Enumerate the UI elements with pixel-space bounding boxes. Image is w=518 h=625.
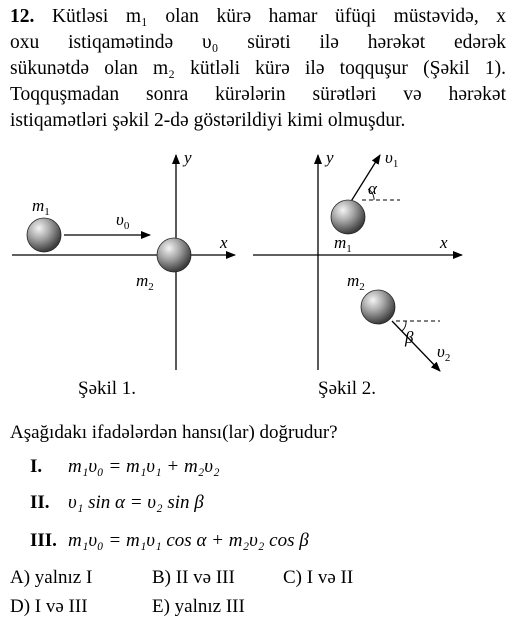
problem-text [10, 4, 506, 134]
problem-number: 12. [10, 6, 35, 27]
fig2-m2-label: $m_2$ [347, 271, 365, 293]
fig2-v2-label: $\upsilon_2$ [437, 342, 451, 364]
option-a[interactable]: A) yalnız I [10, 567, 93, 588]
fig2-ball-m2 [361, 290, 395, 324]
statement-1: I. m₁υ₀ = m₁υ₁ + m₂υ₂ [30, 456, 220, 477]
statement-2-formula: υ₁ sin α = υ₂ sin β [68, 492, 204, 513]
fig1-m2-label: $m_2$ [136, 271, 154, 293]
fig2-y-label: y [326, 148, 334, 167]
figure-2-caption: Şəkil 2. [318, 378, 377, 399]
problem-line-3: sükunətdə olan m₂ kütləli kürə ilə toqquşur (Şəkil 1). [10, 58, 506, 79]
option-b[interactable]: B) II və III [152, 567, 235, 588]
fig2-alpha-label: α [368, 179, 377, 198]
figure-1 [12, 148, 235, 370]
fig1-y-label: y [184, 148, 192, 167]
fig2-m1-label: $m_1$ [334, 233, 352, 255]
problem-line-2: oxu istiqamətində υ₀ sürəti ilə hərəkət edərək [10, 32, 506, 53]
statement-2: II. υ₁ sin α = υ₂ sin β [30, 492, 204, 513]
question-text: Aşağıdakı ifadələrdən hansı(lar) doğrudur? [10, 422, 338, 443]
fig1-m1-label: $m_1$ [32, 196, 50, 218]
option-d[interactable]: D) I və III [10, 596, 88, 617]
fig1-ball-m2 [157, 238, 191, 272]
problem-line-4: Toqquşmadan sonra kürələrin sürətləri və hərəkət [10, 84, 506, 105]
collision-figures [0, 145, 518, 375]
fig2-beta-label: β [405, 328, 414, 347]
option-e[interactable]: E) yalnız III [152, 596, 245, 617]
fig1-x-label: x [220, 233, 228, 252]
fig1-v0-label: $\upsilon_0$ [116, 210, 130, 232]
fig2-x-label: x [440, 233, 448, 252]
fig2-v2-arrow [392, 321, 440, 371]
fig2-v1-label: $\upsilon_1$ [385, 148, 399, 170]
statement-3: III. m₁υ₀ = m₁υ₁ cos α + m₂υ₂ cos β [30, 530, 309, 551]
statement-3-formula: m₁υ₀ = m₁υ₁ cos α + m₂υ₂ cos β [68, 530, 309, 551]
option-c[interactable]: C) I və II [283, 567, 354, 588]
problem-line-1: 12. Kütləsi m₁ olan kürə hamar üfüqi müstəvidə, x [10, 6, 506, 27]
fig2-ball-m1 [331, 200, 365, 234]
statement-1-formula: m₁υ₀ = m₁υ₁ + m₂υ₂ [68, 456, 220, 477]
problem-line-5: istiqamətləri şəkil 2-də göstərildiyi kimi olmuşdur. [10, 110, 406, 131]
figure-1-caption: Şəkil 1. [78, 378, 137, 399]
figure-2 [253, 148, 462, 371]
fig1-ball-m1 [27, 218, 61, 252]
